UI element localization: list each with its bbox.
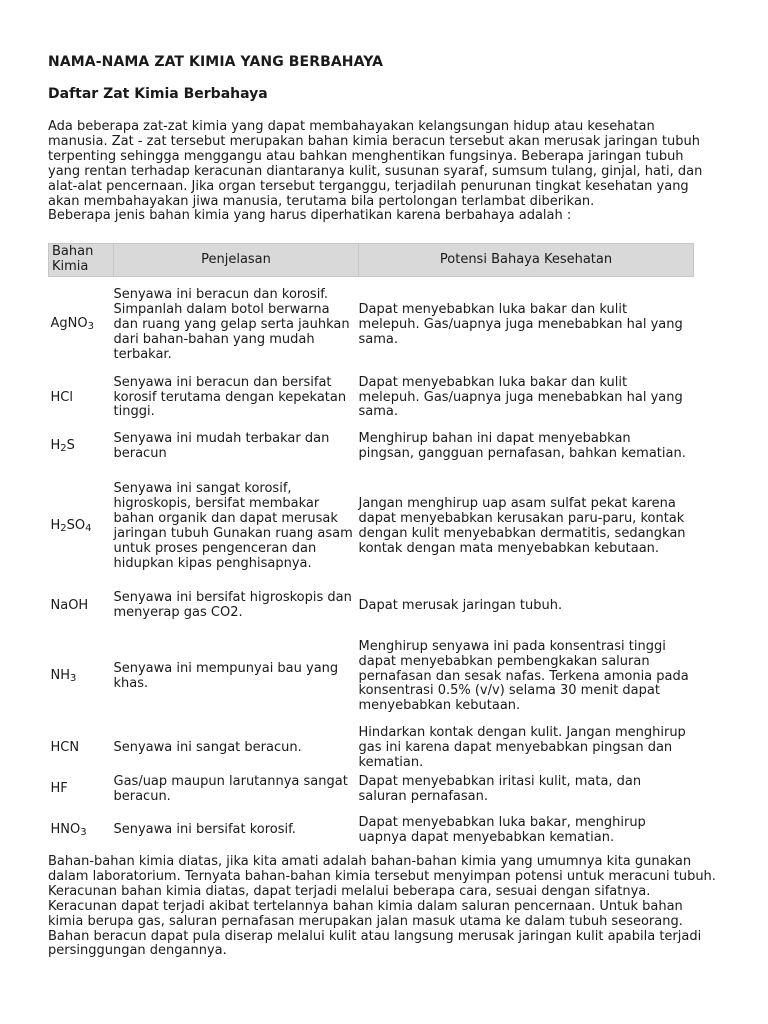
chemical-name: NaOH [50, 597, 89, 613]
table-row [49, 630, 694, 725]
chemical-hazard: Jangan menghirup uap asam sulfat pekat karena dapat menyebabkan kerusakan paru-paru, kontak dengan kulit menyebabkan dermatitis, sedangkan kontak dengan mata menyebabkan kebutaan. [358, 496, 686, 556]
chemical-description: Senyawa ini sangat beracun. [113, 740, 302, 756]
page-title: NAMA-NAMA ZAT KIMIA YANG BERBAHAYA [48, 54, 384, 70]
header-potensi-bahaya: Potensi Bahaya Kesehatan [359, 244, 694, 277]
chemical-name: HNO3 [50, 821, 87, 838]
chemical-name: HF [50, 781, 68, 797]
chemical-hazard: Dapat menyebabkan iritasi kulit, mata, dan saluran pernafasan. [358, 773, 642, 804]
chemical-table [48, 243, 694, 855]
table-row [49, 807, 694, 855]
table-row [49, 423, 694, 472]
chemical-hazard: Menghirup bahan ini dapat menyebabkan pingsan, gangguan pernafasan, bahkan kematian. [358, 431, 686, 461]
chemical-name: NH3 [50, 668, 77, 685]
chemical-name: AgNO3 [50, 316, 94, 333]
chemical-description: Senyawa ini beracun dan bersifat korosif terutama dengan kepekatan tinggi. [113, 374, 347, 420]
outro-paragraph-2: Keracunan bahan kimia diatas, dapat terjadi melalui beberapa cara, sesuai dengan sifatnya. Keracunan dapat terjadi akibat tertelannya bahan kimia dalam saluran pencernaan. Untuk bahan kimia berupa gas, saluran pernafasan merupakan jalan masuk utama ke dalam tubuh seseorang. Bahan beracun dapat pula diserap melalui kulit atau langsung merusak jaringan kulit apabila terjadi persinggungan dengannya. [48, 883, 702, 959]
chemical-description: Senyawa ini sangat korosif, higroskopis, bersifat membakar bahan organik dan dapat merusak jaringan tubuh Gunakan ruang asam untuk proses pengenceran dan hidupkan kipas penghisapnya. [113, 481, 353, 571]
intro-lead-in: Beberapa jenis bahan kimia yang harus diperhatikan karena berbahaya adalah : [48, 208, 572, 224]
chemical-description: Senyawa ini bersifat higroskopis dan menyerap gas CO2. [113, 590, 352, 620]
table-row [49, 472, 694, 583]
chemical-name: H2SO4 [50, 518, 92, 535]
chemical-name: H2S [50, 438, 75, 455]
table-row [49, 277, 694, 374]
chemical-name: HCN [50, 740, 80, 756]
chemical-name: HCl [50, 389, 73, 405]
chemical-description: Senyawa ini mudah terbakar dan beracun [113, 431, 330, 461]
table-row [49, 773, 694, 807]
section-heading: Daftar Zat Kimia Berbahaya [48, 86, 268, 102]
table-header-row [49, 244, 694, 277]
chemical-hazard: Dapat merusak jaringan tubuh. [358, 597, 563, 613]
chemical-hazard: Dapat menyebabkan luka bakar dan kulit melepuh. Gas/uapnya juga menebabkan hal yang sama. [358, 374, 683, 420]
chemical-description: Senyawa ini bersifat korosif. [113, 822, 296, 838]
table-row [49, 583, 694, 630]
header-bahan-kimia: Bahan Kimia [49, 244, 114, 277]
closing-paragraphs [48, 855, 716, 959]
chemical-description: Senyawa ini mempunyai bau yang khas. [113, 661, 339, 691]
chemical-hazard: Dapat menyebabkan luka bakar, menghirup uapnya dapat menyebabkan kematian. [358, 814, 646, 845]
intro-text: Ada beberapa zat-zat kimia yang dapat membahayakan kelangsungan hidup atau kesehatan manusia. Zat - zat tersebut merupakan bahan kimia beracun tersebut akan merusak jaringan tubuh terpenting sehingga menggangu atau bahkan menghentikan fungsinya. Beberapa jaringan tubuh yang rentan terhadap keracunan diantaranya kulit, susunan syaraf, sumsum tulang, ginjal, hati, dan alat-alat pencernaan. Jika organ tersebut terganggu, terjadilah penurunan tingkat kesehatan yang akan membahayakan jiwa manusia, terutama bila pertolongan terlambat diberikan. [48, 119, 703, 209]
chemical-hazard: Hindarkan kontak dengan kulit. Jangan menghirup gas ini karena dapat menyebabkan pingsan dan kematian. [358, 725, 686, 770]
outro-paragraph-1: Bahan-bahan kimia diatas, jika kita amati adalah bahan-bahan kimia yang umumnya kita gunakan dalam laboratorium. Ternyata bahan-bahan kimia tersebut menyimpan potensi untuk meracuni tubuh. [48, 854, 716, 884]
table-row [49, 374, 694, 423]
chemical-hazard: Menghirup senyawa ini pada konsentrasi tinggi dapat menyebabkan pembengkakan saluran pernafasan dan sesak nafas. Terkena amonia pada konsentrasi 0.5% (v/v) selama 30 menit dapat menyebabkan kebutaan. [358, 638, 689, 714]
intro-paragraph [48, 120, 716, 224]
table-row [49, 725, 694, 773]
chemical-description: Gas/uap maupun larutannya sangat beracun. [113, 773, 348, 804]
header-penjelasan: Penjelasan [114, 244, 359, 277]
chemical-description: Senyawa ini beracun dan korosif. Simpanlah dalam botol berwarna dan ruang yang gelap serta jauhkan dari bahan-bahan yang mudah terbakar. [113, 286, 350, 362]
chemical-hazard: Dapat menyebabkan luka bakar dan kulit melepuh. Gas/uapnya juga menebabkan hal yang sama. [358, 301, 683, 347]
